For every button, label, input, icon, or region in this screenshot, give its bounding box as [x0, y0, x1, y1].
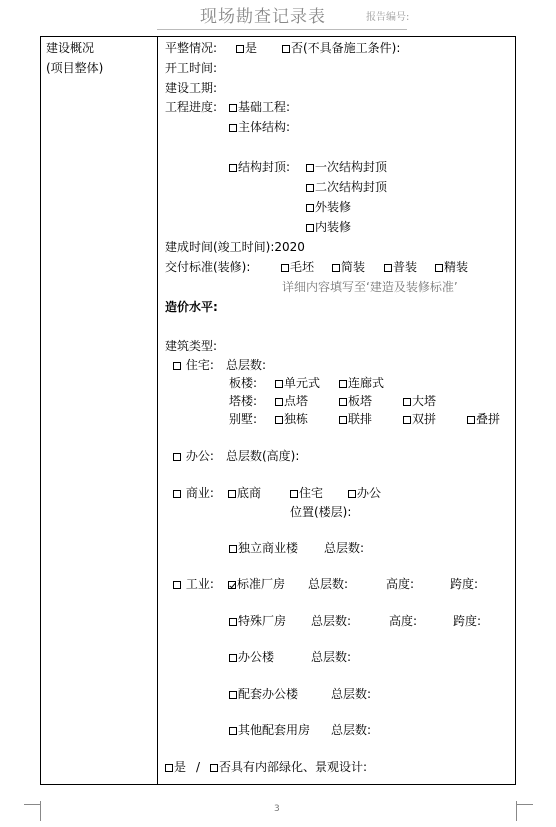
checkbox-icon[interactable]	[236, 45, 244, 53]
tower-option[interactable]: 大塔	[403, 393, 436, 409]
standalone-floors-label: 总层数:	[324, 541, 365, 555]
tower-option[interactable]: 板塔	[339, 393, 372, 409]
villa-option[interactable]: 联排	[339, 411, 372, 427]
tower-option[interactable]: 点塔	[275, 393, 308, 409]
page-title: 现场勘查记录表	[200, 7, 326, 27]
villa-option[interactable]: 独栋	[275, 411, 308, 427]
section-title: 建设概况	[46, 41, 95, 55]
checkbox-icon[interactable]	[229, 104, 237, 112]
checkbox-icon[interactable]	[348, 490, 356, 498]
other-supporting-floors-label: 总层数:	[331, 723, 372, 737]
commercial-sub-option[interactable]: 底商	[228, 485, 261, 501]
checkbox-icon[interactable]	[403, 416, 411, 424]
checkbox-icon[interactable]	[332, 264, 340, 272]
industrial-option[interactable]: 工业:	[173, 576, 214, 592]
factory-height-label: 高度:	[386, 577, 415, 591]
checkbox-icon[interactable]	[306, 184, 314, 192]
table-column-divider	[157, 37, 158, 784]
villa-label: 别墅:	[229, 412, 258, 426]
supporting-office-option[interactable]: 配套办公楼	[229, 686, 298, 702]
delivery-option[interactable]: 精装	[435, 259, 468, 275]
capping-option[interactable]: 内装修	[306, 219, 351, 235]
page-number: 3	[274, 804, 280, 814]
commercial-position-label: 位置(楼层):	[290, 505, 352, 519]
progress-foundation[interactable]: 基础工程:	[229, 99, 290, 115]
checkbox-icon[interactable]	[229, 691, 237, 699]
checkbox-icon[interactable]	[306, 164, 314, 172]
standalone-commercial-option[interactable]: 独立商业楼	[229, 540, 298, 556]
residential-option[interactable]: 住宅:	[173, 357, 214, 373]
checkbox-icon[interactable]	[229, 654, 237, 662]
supporting-office-floors-label: 总层数:	[331, 687, 372, 701]
commercial-option[interactable]: 商业:	[173, 485, 214, 501]
delivery-option[interactable]: 简装	[332, 259, 365, 275]
checkbox-icon[interactable]	[173, 490, 181, 498]
tower-label: 塔楼:	[229, 394, 258, 408]
checkbox-icon[interactable]	[229, 727, 237, 735]
slab-option[interactable]: 连廊式	[339, 375, 384, 391]
office-option[interactable]: 办公:	[173, 448, 214, 464]
header-underline	[157, 29, 407, 30]
greening-yes-option[interactable]: 是	[165, 759, 186, 775]
checkbox-icon[interactable]	[275, 380, 283, 388]
villa-option[interactable]: 叠拼	[467, 411, 500, 427]
checkbox-icon[interactable]	[165, 764, 173, 772]
delivery-option[interactable]: 普装	[384, 259, 417, 275]
checkbox-icon[interactable]	[403, 398, 411, 406]
slab-label: 板楼:	[229, 376, 258, 390]
checkbox-icon[interactable]	[229, 545, 237, 553]
checkbox-icon[interactable]	[173, 453, 181, 461]
other-supporting-option[interactable]: 其他配套用房	[229, 722, 310, 738]
factory-span-label: 跨度:	[450, 577, 479, 591]
special-factory-floors-label: 总层数:	[311, 614, 352, 628]
checkbox-icon[interactable]	[210, 764, 218, 772]
commercial-sub-option[interactable]: 办公	[348, 485, 381, 501]
residential-floors-label: 总层数:	[226, 358, 267, 372]
checkbox-icon[interactable]	[435, 264, 443, 272]
checkbox-icon[interactable]	[229, 164, 237, 172]
completion-time: 建成时间(竣工时间):2020	[165, 240, 305, 254]
special-factory-option[interactable]: 特殊厂房	[229, 613, 286, 629]
checkbox-icon[interactable]	[281, 264, 289, 272]
office-building-floors-label: 总层数:	[311, 650, 352, 664]
checkbox-icon[interactable]	[339, 398, 347, 406]
corner-mark	[516, 804, 533, 805]
section-subtitle: (项目整体)	[46, 61, 104, 75]
office-building-option[interactable]: 办公楼	[229, 649, 274, 665]
checkbox-icon[interactable]	[229, 618, 237, 626]
office-floors-label: 总层数(高度):	[226, 449, 300, 463]
report-number-label: 报告编号:	[366, 12, 410, 23]
checkbox-icon[interactable]	[339, 380, 347, 388]
checkbox-icon[interactable]	[467, 416, 475, 424]
checkbox-icon[interactable]	[306, 204, 314, 212]
checkbox-icon[interactable]	[229, 124, 237, 132]
greening-separator: /	[196, 760, 201, 774]
progress-main-structure[interactable]: 主体结构:	[229, 119, 290, 135]
slab-option[interactable]: 单元式	[275, 375, 320, 391]
factory-floors-label: 总层数:	[308, 577, 349, 591]
checkbox-icon[interactable]	[306, 224, 314, 232]
checkbox-icon[interactable]	[228, 490, 236, 498]
delivery-option[interactable]: 毛坯	[281, 259, 314, 275]
checkbox-icon[interactable]	[282, 45, 290, 53]
villa-option[interactable]: 双拼	[403, 411, 436, 427]
checkbox-icon[interactable]	[173, 362, 181, 370]
delivery-label: 交付标准(装修):	[165, 260, 251, 274]
progress-capping[interactable]: 结构封顶:	[229, 159, 290, 175]
checkbox-icon[interactable]	[173, 581, 181, 589]
flatness-yes[interactable]: 是	[236, 40, 257, 56]
checked-checkbox-icon[interactable]	[228, 581, 236, 589]
delivery-note: 详细内容填写至‘建造及装修标准’	[282, 280, 458, 294]
flatness-label: 平整情况:	[165, 41, 218, 55]
commercial-sub-option[interactable]: 住宅	[290, 485, 323, 501]
cost-level-label: 造价水平:	[165, 300, 218, 314]
special-factory-span-label: 跨度:	[453, 614, 482, 628]
build-period-label: 建设工期:	[165, 81, 218, 95]
progress-label: 工程进度:	[165, 100, 218, 114]
checkbox-icon[interactable]	[290, 490, 298, 498]
checkbox-icon[interactable]	[384, 264, 392, 272]
corner-mark	[24, 804, 41, 805]
capping-option[interactable]: 二次结构封顶	[306, 179, 387, 195]
checkbox-icon[interactable]	[275, 398, 283, 406]
special-factory-height-label: 高度:	[389, 614, 418, 628]
flatness-no[interactable]: 否(不具备施工条件):	[282, 40, 400, 56]
checkbox-icon[interactable]	[339, 416, 347, 424]
standard-factory-option[interactable]: 标准厂房	[228, 576, 285, 592]
greening-no-option[interactable]: 否具有内部绿化、景观设计:	[210, 759, 367, 775]
capping-option[interactable]: 外装修	[306, 199, 351, 215]
building-type-label: 建筑类型:	[165, 339, 218, 353]
checkbox-icon[interactable]	[275, 416, 283, 424]
start-time-label: 开工时间:	[165, 61, 218, 75]
capping-option[interactable]: 一次结构封顶	[306, 159, 387, 175]
